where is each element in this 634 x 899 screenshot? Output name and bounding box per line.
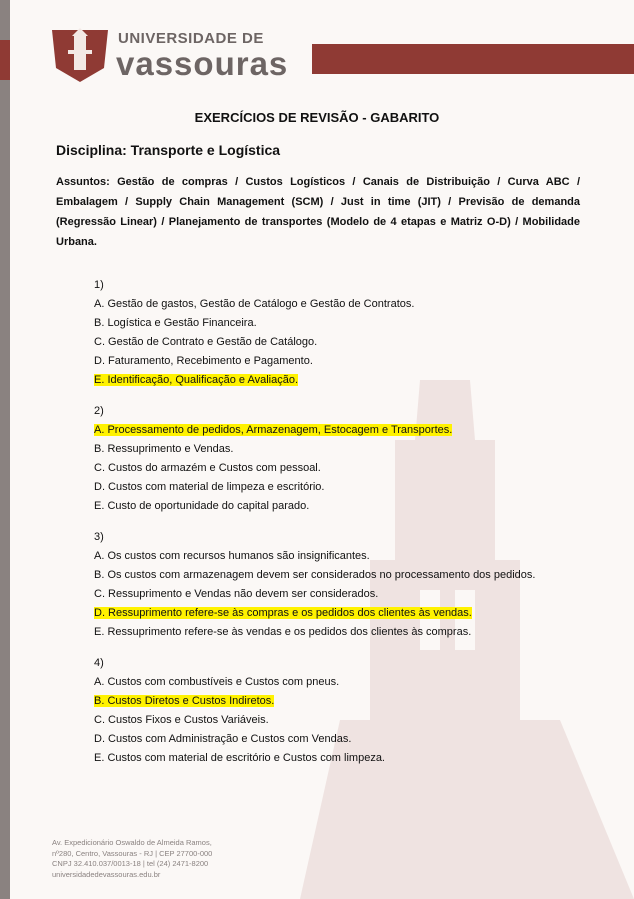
questions-list — [94, 276, 535, 780]
question-number: 2) — [94, 405, 104, 417]
answer-option: A. Os custos com recursos humanos são insignificantes. — [94, 550, 370, 562]
answer-option: B. Ressuprimento e Vendas. — [94, 443, 234, 455]
logo-text-main: vassouras — [116, 45, 289, 82]
left-decorative-bar — [0, 0, 10, 899]
answer-option-correct: A. Processamento de pedidos, Armazenagem, Estocagem e Transportes. — [94, 424, 453, 436]
answer-option: A. Gestão de gastos, Gestão de Catálogo e Gestão de Contratos. — [94, 298, 415, 310]
footer-line: nº280, Centro, Vassouras - RJ | CEP 27700-000 — [52, 848, 213, 858]
subject-heading: Disciplina: Transporte e Logística — [56, 142, 281, 158]
answer-option: C. Custos Fixos e Custos Variáveis. — [94, 714, 269, 726]
question-number: 1) — [94, 279, 104, 291]
question-number: 3) — [94, 531, 104, 543]
topics-paragraph: Assuntos: Gestão de compras / Custos Logísticos / Canais de Distribuição / Curva ABC / Embalagem / Supply Chain Management (SCM) / Just in time (JIT) / Previsão de demanda (Regressão Linear) / Planejamento de transportes (Modelo de 4 etapas e Matriz O-D) / Mobilidade Urbana. — [56, 176, 580, 248]
university-logo — [50, 28, 310, 84]
answer-option: D. Custos com Administração e Custos com Vendas. — [94, 733, 352, 745]
header-stripe — [312, 44, 634, 74]
answer-option: C. Gestão de Contrato e Gestão de Catálogo. — [94, 336, 318, 348]
answer-option: E. Custos com material de escritório e Custos com limpeza. — [94, 752, 385, 764]
answer-option: D. Custos com material de limpeza e escritório. — [94, 481, 325, 493]
question-block — [94, 402, 535, 516]
logo-text-top: UNIVERSIDADE DE — [118, 30, 264, 47]
question-block — [94, 276, 535, 390]
footer-address — [52, 838, 212, 880]
answer-option: C. Ressuprimento e Vendas não devem ser considerados. — [94, 588, 379, 600]
question-number: 4) — [94, 657, 104, 669]
answer-option: E. Custo de oportunidade do capital parado. — [94, 500, 310, 512]
answer-option: B. Logística e Gestão Financeira. — [94, 317, 257, 329]
answer-option: D. Faturamento, Recebimento e Pagamento. — [94, 355, 313, 367]
left-accent-block — [0, 40, 10, 80]
question-block — [94, 654, 535, 768]
answer-option-correct: B. Custos Diretos e Custos Indiretos. — [94, 695, 275, 707]
answer-option: A. Custos com combustíveis e Custos com pneus. — [94, 676, 340, 688]
footer-line: Av. Expedicionário Oswaldo de Almeida Ramos, — [52, 838, 212, 847]
question-block — [94, 528, 535, 642]
page-title: EXERCÍCIOS DE REVISÃO - GABARITO — [194, 110, 440, 125]
shield-icon — [50, 28, 110, 84]
answer-option-correct: E. Identificação, Qualificação e Avaliação. — [94, 374, 299, 386]
footer-website[interactable]: universidadedevassouras.edu.br — [52, 869, 161, 879]
footer-line: CNPJ 32.410.037/0013-18 | tel (24) 2471-8200 — [52, 859, 209, 868]
answer-option: C. Custos do armazém e Custos com pessoal. — [94, 462, 321, 474]
answer-option: E. Ressuprimento refere-se às vendas e os pedidos dos clientes às compras. — [94, 626, 472, 638]
answer-option-correct: D. Ressuprimento refere-se às compras e os pedidos dos clientes às vendas. — [94, 607, 472, 619]
answer-option: B. Os custos com armazenagem devem ser considerados no processamento dos pedidos. — [94, 569, 536, 581]
